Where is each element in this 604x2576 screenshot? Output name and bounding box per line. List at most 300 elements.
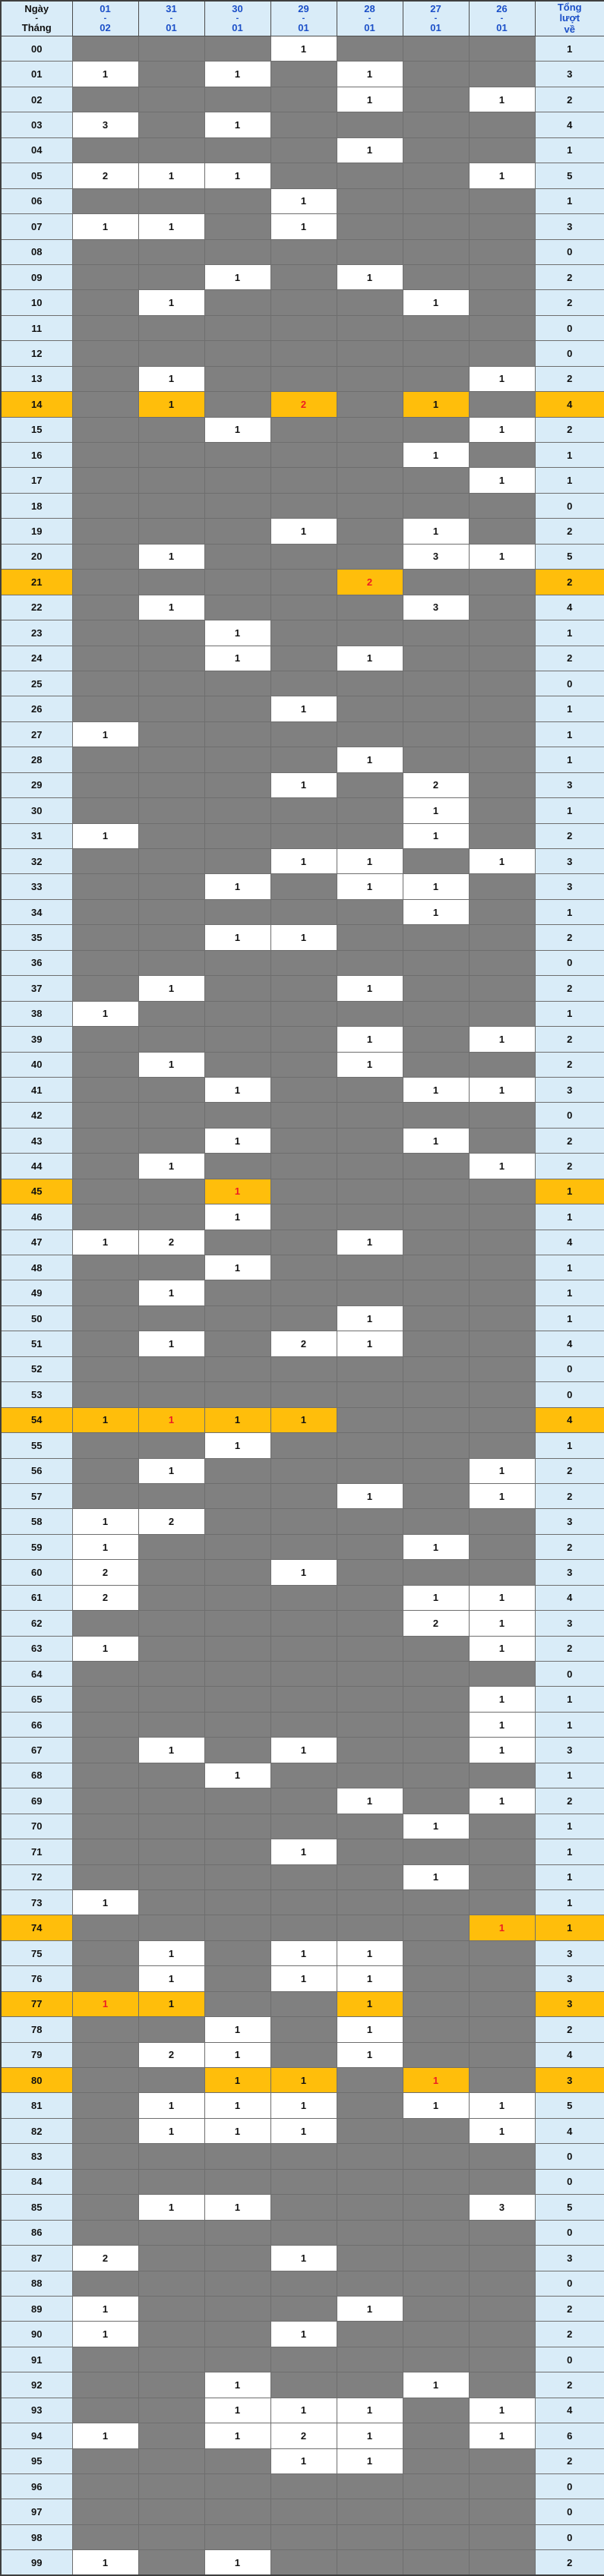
date-day: 29 — [271, 4, 337, 14]
grid-cell — [337, 899, 403, 924]
row-label: 36 — [1, 950, 72, 975]
total-cell: 0 — [535, 315, 604, 340]
grid-cell — [337, 2550, 403, 2575]
row-label: 55 — [1, 1433, 72, 1458]
grid-cell — [270, 1179, 337, 1204]
grid-cell — [138, 1814, 204, 1839]
grid-cell — [72, 443, 138, 468]
grid-cell — [138, 264, 204, 289]
row-label: 58 — [1, 1509, 72, 1534]
grid-cell: 1 — [138, 1280, 204, 1305]
row-label: 18 — [1, 493, 72, 518]
grid-cell — [72, 1331, 138, 1356]
grid-cell — [204, 2448, 270, 2473]
grid-cell — [403, 646, 469, 671]
table-row — [1, 1433, 604, 1458]
grid-cell — [403, 2524, 469, 2549]
grid-cell — [138, 341, 204, 366]
grid-cell — [403, 341, 469, 366]
total-cell: 1 — [535, 1433, 604, 1458]
grid-cell — [204, 1103, 270, 1128]
grid-cell: 1 — [403, 899, 469, 924]
grid-cell — [72, 1662, 138, 1687]
table-row — [1, 2423, 604, 2448]
grid-cell: 1 — [337, 874, 403, 899]
table-row — [1, 2550, 604, 2575]
grid-cell — [469, 721, 535, 747]
grid-cell: 1 — [270, 188, 337, 213]
grid-cell — [72, 1915, 138, 1940]
grid-cell — [469, 2220, 535, 2245]
total-cell: 1 — [535, 1687, 604, 1712]
grid-cell: 1 — [337, 2042, 403, 2067]
grid-cell — [270, 1636, 337, 1661]
total-cell: 3 — [535, 849, 604, 874]
grid-cell — [337, 1839, 403, 1864]
grid-cell — [204, 2144, 270, 2169]
table-row — [1, 899, 604, 924]
table-row — [1, 1712, 604, 1737]
total-cell: 3 — [535, 62, 604, 87]
grid-cell — [270, 721, 337, 747]
table-row — [1, 570, 604, 595]
row-label: 95 — [1, 2448, 72, 2473]
grid-cell — [469, 2499, 535, 2524]
grid-cell — [270, 798, 337, 823]
grid-cell: 1 — [403, 1077, 469, 1102]
grid-cell — [138, 1534, 204, 1559]
grid-cell — [204, 2220, 270, 2245]
grid-cell — [72, 1280, 138, 1305]
grid-cell — [138, 2322, 204, 2347]
total-cell: 2 — [535, 1788, 604, 1814]
grid-cell — [138, 950, 204, 975]
grid-cell: 1 — [138, 1331, 204, 1356]
grid-cell — [469, 112, 535, 137]
row-label: 33 — [1, 874, 72, 899]
grid-cell — [138, 721, 204, 747]
grid-cell: 1 — [138, 214, 204, 239]
grid-cell: 1 — [469, 1687, 535, 1712]
grid-cell — [403, 721, 469, 747]
date-column-header — [270, 1, 337, 36]
grid-cell — [72, 493, 138, 518]
total-cell: 1 — [535, 137, 604, 163]
grid-cell — [204, 721, 270, 747]
table-row — [1, 925, 604, 950]
table-row — [1, 849, 604, 874]
grid-cell — [138, 2169, 204, 2194]
grid-cell — [270, 1356, 337, 1381]
grid-cell — [204, 1839, 270, 1864]
grid-cell — [72, 2524, 138, 2549]
grid-cell: 2 — [270, 392, 337, 417]
grid-cell: 1 — [337, 137, 403, 163]
row-label: 11 — [1, 315, 72, 340]
row-label: 01 — [1, 62, 72, 87]
row-label: 92 — [1, 2372, 72, 2398]
grid-cell — [204, 1636, 270, 1661]
grid-cell — [204, 2322, 270, 2347]
table-row — [1, 1839, 604, 1864]
grid-cell: 1 — [204, 1255, 270, 1280]
grid-cell: 1 — [204, 1407, 270, 1432]
grid-cell — [337, 1103, 403, 1128]
grid-cell — [403, 1738, 469, 1763]
grid-cell: 1 — [337, 2448, 403, 2473]
grid-cell — [337, 2372, 403, 2398]
grid-cell — [270, 341, 337, 366]
row-label: 47 — [1, 1230, 72, 1255]
grid-cell: 1 — [337, 747, 403, 772]
grid-cell — [72, 950, 138, 975]
row-label: 46 — [1, 1204, 72, 1230]
grid-cell — [204, 2499, 270, 2524]
grid-cell — [270, 874, 337, 899]
grid-cell: 1 — [138, 2118, 204, 2143]
grid-cell — [270, 1763, 337, 1788]
grid-cell — [469, 214, 535, 239]
grid-cell — [204, 595, 270, 620]
grid-cell — [270, 2144, 337, 2169]
total-cell: 1 — [535, 1305, 604, 1331]
grid-cell — [270, 1889, 337, 1915]
grid-cell — [270, 112, 337, 137]
total-cell: 2 — [535, 2448, 604, 2473]
total-cell: 0 — [535, 671, 604, 696]
grid-cell — [337, 239, 403, 264]
total-cell: 1 — [535, 1889, 604, 1915]
grid-cell: 1 — [469, 1611, 535, 1636]
grid-cell: 1 — [204, 1433, 270, 1458]
table-row — [1, 392, 604, 417]
row-label: 62 — [1, 1611, 72, 1636]
grid-cell — [469, 1864, 535, 1889]
table-row — [1, 1407, 604, 1432]
grid-cell — [469, 1128, 535, 1153]
grid-cell — [403, 1027, 469, 1052]
grid-cell — [72, 341, 138, 366]
grid-cell: 1 — [204, 264, 270, 289]
grid-cell — [72, 570, 138, 595]
grid-cell — [204, 290, 270, 315]
grid-cell — [138, 443, 204, 468]
grid-cell — [204, 671, 270, 696]
grid-cell — [138, 137, 204, 163]
grid-cell: 2 — [138, 1230, 204, 1255]
grid-cell — [403, 2195, 469, 2220]
grid-cell — [72, 2448, 138, 2473]
total-cell: 1 — [535, 1712, 604, 1737]
grid-cell — [270, 1280, 337, 1305]
grid-cell — [138, 798, 204, 823]
table-row — [1, 417, 604, 442]
table-row — [1, 1483, 604, 1508]
total-cell: 4 — [535, 392, 604, 417]
grid-cell — [270, 239, 337, 264]
grid-cell — [337, 163, 403, 188]
grid-cell — [204, 1154, 270, 1179]
total-cell: 5 — [535, 2195, 604, 2220]
grid-cell — [403, 696, 469, 721]
grid-cell — [204, 1611, 270, 1636]
total-cell: 2 — [535, 2372, 604, 2398]
grid-cell — [337, 2322, 403, 2347]
row-label: 77 — [1, 1991, 72, 2016]
grid-cell — [469, 2296, 535, 2321]
date-column-header — [403, 1, 469, 36]
date-dash: - — [403, 14, 469, 23]
grid-cell — [469, 2550, 535, 2575]
row-label: 07 — [1, 214, 72, 239]
grid-cell — [337, 1154, 403, 1179]
total-cell: 5 — [535, 163, 604, 188]
grid-cell — [72, 519, 138, 544]
grid-cell: 1 — [337, 2017, 403, 2042]
grid-cell: 1 — [72, 1889, 138, 1915]
grid-cell — [403, 1889, 469, 1915]
grid-cell — [204, 493, 270, 518]
grid-cell — [403, 1991, 469, 2016]
grid-cell: 1 — [204, 62, 270, 87]
grid-cell — [204, 950, 270, 975]
grid-cell — [469, 1179, 535, 1204]
grid-cell: 1 — [337, 62, 403, 87]
table-row — [1, 1738, 604, 1763]
table-row — [1, 1154, 604, 1179]
grid-cell: 1 — [469, 2423, 535, 2448]
row-label: 90 — [1, 2322, 72, 2347]
total-cell: 2 — [535, 1027, 604, 1052]
grid-cell: 1 — [403, 2372, 469, 2398]
grid-cell — [72, 87, 138, 112]
date-day: 31 — [139, 4, 204, 14]
grid-cell — [270, 264, 337, 289]
table-row — [1, 2042, 604, 2067]
grid-cell — [72, 2195, 138, 2220]
grid-cell — [204, 2169, 270, 2194]
grid-cell: 2 — [72, 1585, 138, 1610]
grid-cell — [72, 2042, 138, 2067]
row-label: 32 — [1, 849, 72, 874]
table-row — [1, 1636, 604, 1661]
grid-cell — [138, 823, 204, 848]
grid-cell — [204, 1864, 270, 1889]
total-cell: 3 — [535, 2068, 604, 2093]
grid-cell — [138, 2474, 204, 2499]
grid-cell: 1 — [138, 366, 204, 391]
grid-cell: 1 — [270, 214, 337, 239]
grid-cell — [204, 1585, 270, 1610]
table-row — [1, 1534, 604, 1559]
grid-cell — [270, 1077, 337, 1102]
grid-cell — [204, 1991, 270, 2016]
table-row — [1, 87, 604, 112]
grid-cell — [270, 2195, 337, 2220]
grid-cell: 1 — [403, 290, 469, 315]
grid-cell — [469, 646, 535, 671]
total-cell: 0 — [535, 2474, 604, 2499]
grid-cell: 1 — [403, 2068, 469, 2093]
grid-cell — [270, 1814, 337, 1839]
grid-cell — [337, 493, 403, 518]
grid-cell — [72, 2017, 138, 2042]
row-label: 72 — [1, 1864, 72, 1889]
grid-cell — [138, 1483, 204, 1508]
grid-cell — [270, 87, 337, 112]
row-label: 82 — [1, 2118, 72, 2143]
row-label: 65 — [1, 1687, 72, 1712]
grid-cell — [403, 1382, 469, 1407]
table-body — [1, 36, 604, 2576]
grid-cell: 2 — [72, 1560, 138, 1585]
grid-cell — [138, 2372, 204, 2398]
grid-cell — [337, 468, 403, 493]
grid-cell — [469, 493, 535, 518]
grid-cell — [204, 2474, 270, 2499]
table-row — [1, 1027, 604, 1052]
grid-cell — [138, 1356, 204, 1381]
grid-cell — [469, 570, 535, 595]
table-row — [1, 239, 604, 264]
row-label: 40 — [1, 1052, 72, 1077]
row-label: 04 — [1, 137, 72, 163]
grid-cell — [469, 188, 535, 213]
grid-cell: 1 — [337, 1788, 403, 1814]
grid-cell — [469, 2448, 535, 2473]
grid-cell — [403, 1103, 469, 1128]
grid-cell: 1 — [337, 1483, 403, 1508]
grid-cell — [270, 823, 337, 848]
grid-cell: 1 — [469, 1458, 535, 1483]
grid-cell — [138, 2398, 204, 2423]
grid-cell — [72, 1356, 138, 1381]
grid-cell — [72, 1433, 138, 1458]
date-month: 01 — [205, 23, 270, 33]
table-row — [1, 721, 604, 747]
row-label: 08 — [1, 239, 72, 264]
grid-cell — [72, 1687, 138, 1712]
grid-cell — [72, 1966, 138, 1991]
total-cell: 5 — [535, 544, 604, 569]
row-label: 13 — [1, 366, 72, 391]
date-day: 01 — [73, 4, 138, 14]
grid-cell — [337, 36, 403, 62]
grid-cell — [469, 264, 535, 289]
row-label: 44 — [1, 1154, 72, 1179]
corner-header — [1, 1, 72, 36]
grid-cell — [270, 1712, 337, 1737]
grid-cell — [337, 341, 403, 366]
grid-cell — [270, 899, 337, 924]
grid-cell — [138, 646, 204, 671]
row-label: 06 — [1, 188, 72, 213]
grid-cell — [138, 1636, 204, 1661]
total-cell: 3 — [535, 772, 604, 797]
grid-cell — [138, 1433, 204, 1458]
table-row — [1, 1889, 604, 1915]
grid-cell — [270, 1255, 337, 1280]
total-cell: 4 — [535, 2398, 604, 2423]
row-label: 68 — [1, 1763, 72, 1788]
grid-cell — [270, 2271, 337, 2296]
grid-cell — [469, 519, 535, 544]
grid-cell — [72, 2398, 138, 2423]
grid-cell — [138, 239, 204, 264]
grid-cell — [204, 1052, 270, 1077]
grid-cell — [72, 1204, 138, 1230]
row-label: 85 — [1, 2195, 72, 2220]
grid-cell — [469, 772, 535, 797]
grid-cell — [138, 2068, 204, 2093]
grid-cell: 1 — [270, 36, 337, 62]
table-row — [1, 214, 604, 239]
grid-cell — [270, 620, 337, 646]
total-cell: 2 — [535, 264, 604, 289]
grid-cell — [138, 1687, 204, 1712]
grid-cell — [403, 570, 469, 595]
grid-cell: 1 — [469, 1915, 535, 1940]
grid-cell: 1 — [270, 1966, 337, 1991]
grid-cell — [337, 1560, 403, 1585]
grid-cell — [204, 823, 270, 848]
grid-cell — [138, 1889, 204, 1915]
grid-cell — [204, 1738, 270, 1763]
grid-cell: 3 — [403, 544, 469, 569]
grid-cell: 1 — [270, 925, 337, 950]
grid-cell — [337, 1128, 403, 1153]
grid-cell — [204, 315, 270, 340]
grid-cell: 1 — [469, 417, 535, 442]
grid-cell: 1 — [403, 1585, 469, 1610]
total-cell: 2 — [535, 1458, 604, 1483]
date-dash: - — [470, 14, 535, 23]
grid-cell — [337, 366, 403, 391]
row-label: 30 — [1, 798, 72, 823]
grid-cell: 1 — [469, 849, 535, 874]
grid-cell — [204, 1534, 270, 1559]
grid-cell: 1 — [403, 1534, 469, 1559]
table-row — [1, 2169, 604, 2194]
grid-cell — [204, 1940, 270, 1965]
grid-cell — [138, 899, 204, 924]
grid-cell — [403, 1154, 469, 1179]
total-cell: 1 — [535, 798, 604, 823]
grid-cell — [204, 1382, 270, 1407]
grid-cell — [138, 1179, 204, 1204]
grid-cell — [270, 1509, 337, 1534]
table-row — [1, 1103, 604, 1128]
total-cell: 1 — [535, 620, 604, 646]
grid-cell — [403, 2296, 469, 2321]
grid-cell — [204, 341, 270, 366]
grid-cell: 1 — [138, 1991, 204, 2016]
grid-cell — [72, 1940, 138, 1965]
row-label: 19 — [1, 519, 72, 544]
total-cell: 1 — [535, 721, 604, 747]
grid-cell — [72, 2271, 138, 2296]
grid-cell — [403, 163, 469, 188]
table-row — [1, 1077, 604, 1102]
grid-cell: 2 — [72, 2246, 138, 2271]
grid-cell — [72, 366, 138, 391]
table-row — [1, 188, 604, 213]
grid-cell — [403, 2398, 469, 2423]
grid-cell: 1 — [469, 1788, 535, 1814]
grid-cell: 1 — [270, 519, 337, 544]
grid-cell — [337, 544, 403, 569]
grid-cell — [337, 2118, 403, 2143]
